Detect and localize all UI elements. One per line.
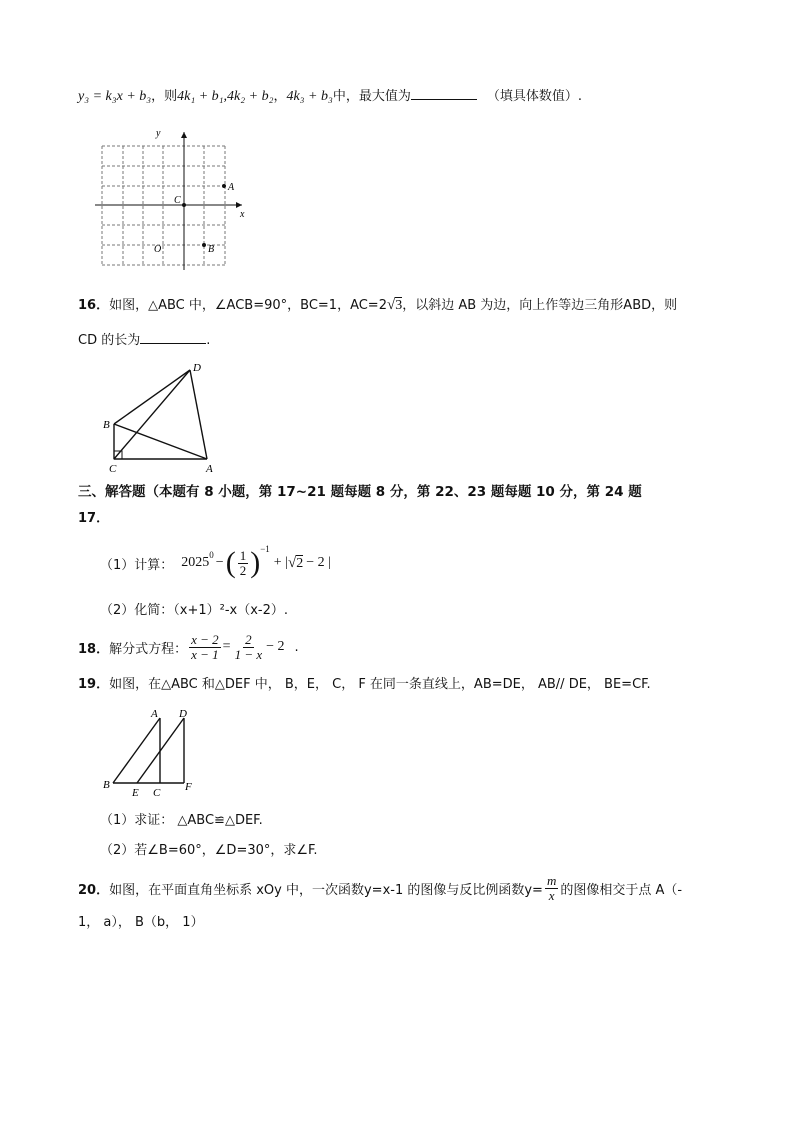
q20-number: 20． <box>78 882 110 898</box>
q15-line <box>78 86 582 108</box>
q18-rhs-tail: − 2 <box>266 639 285 654</box>
q16-line2 <box>78 330 210 352</box>
q17-frac-den: 2 <box>239 562 247 578</box>
q15-expr-list: 4k₁ + b₁,4k₂ + b₂ <box>177 89 274 104</box>
q17-tail: + | <box>273 555 288 570</box>
q18-eq: = <box>222 639 231 654</box>
q17-fraction <box>238 549 249 577</box>
q19-part2: （2）若∠B=60°，∠D=30°，求∠F. <box>100 843 318 858</box>
q19-figure <box>100 706 200 798</box>
section3-heading: 三、解答题（本题有 8 小题，第 17~21 题每题 8 分，第 22、23 题每题 10 分，第 24 题 <box>78 484 642 500</box>
q15-label-O: O <box>154 244 162 255</box>
q17-exp1: −1 <box>260 544 270 554</box>
q18-rhs-num: 2 <box>245 631 252 647</box>
q17-sqrt-value: 2 <box>296 555 304 571</box>
q16-segment-BA <box>114 424 207 459</box>
q15-label-C: C <box>174 195 181 206</box>
q16-line2-prefix: CD 的长为 <box>78 333 141 348</box>
q19-label-B: B <box>103 779 110 791</box>
q17-end: − 2 | <box>306 555 331 570</box>
q19-label-C: C <box>153 787 161 798</box>
q15-label-B: B <box>208 244 215 255</box>
q16-sqrt-value: 3 <box>395 298 403 313</box>
q20-text2: 的图像相交于点 A（- <box>560 882 683 898</box>
q15-label-A: A <box>228 182 235 193</box>
q15-suffix: （填具体数值）. <box>486 89 583 104</box>
q19-line <box>78 674 651 696</box>
q20-text1: 如图，在平面直角坐标系 xOy 中，一次函数y=x-1 的图像与反比例函数y= <box>109 882 543 898</box>
q20-frac-num: m <box>546 872 557 888</box>
q17-part2: （2）化简：（x+1）²-x（x-2）. <box>100 603 289 618</box>
q17-part1-label: （1）计算： <box>100 557 174 573</box>
q18-lhs-den: x − 1 <box>191 646 219 662</box>
q17-sqrt-icon: √ <box>287 554 297 571</box>
q16-segment-DA <box>190 370 207 459</box>
q15-label-y: y <box>156 128 161 139</box>
x-axis-arrow-icon <box>236 202 242 208</box>
q15-expr3: 4k₃ + b₃ <box>286 89 333 104</box>
q19-segment-BA <box>113 718 160 783</box>
q18-number: 18． <box>78 641 110 657</box>
q19-label-E: E <box>132 787 139 798</box>
q16-text1: 如图，△ABC 中，∠ACB=90°，BC=1，AC=2 <box>109 298 387 313</box>
q19-label-A: A <box>151 708 158 720</box>
q19-label-D: D <box>179 708 187 720</box>
q15-answer-blank <box>411 99 477 100</box>
q15-lead-math: y₃ = k₃x + b₃ <box>78 89 152 104</box>
q17-minus: − <box>215 555 224 570</box>
q19-text: 如图，在△ABC 和△DEF 中， B，E， C， F 在同一条直线上，AB=DE， AB// DE， BE=CF. <box>109 677 651 692</box>
q16-triangle-figure <box>100 358 226 474</box>
q18-line <box>78 627 299 667</box>
q19-label-F: F <box>185 781 192 793</box>
q20-fraction <box>545 874 558 902</box>
left-paren-icon: ( <box>225 546 236 579</box>
q20-frac-den: x <box>548 887 555 903</box>
q15-label-x: x <box>240 209 245 220</box>
q19-part1: （1）求证： △ABC≌△DEF. <box>100 813 263 828</box>
q17-number: 17． <box>78 511 110 526</box>
q19-number: 19． <box>78 677 110 692</box>
q16-text2: ，以斜边 AB 为边，向上作等边三角形ABD，则 <box>402 298 678 313</box>
q16-label-C: C <box>109 463 117 474</box>
q16-line1 <box>78 294 677 316</box>
q15-point-B <box>202 243 206 247</box>
q17-part1 <box>100 544 331 582</box>
q18-rhs-den: 1 − x <box>234 646 263 662</box>
q15-comma1: ，则 <box>151 89 178 104</box>
q17-base: 2025 <box>181 555 210 570</box>
q20-line2: 1， a）， B（b， 1） <box>78 915 204 930</box>
q16-segment-CD <box>114 370 190 459</box>
q18-label: 解分式方程： <box>109 641 188 657</box>
q17-frac-num: 1 <box>239 547 247 563</box>
y-axis-arrow-icon <box>181 132 187 138</box>
q18-end: . <box>294 639 299 655</box>
q17-exp0: 0 <box>209 550 214 560</box>
q16-answer-blank <box>140 343 206 344</box>
q16-segment-BD <box>114 370 190 424</box>
q16-number: 16． <box>78 298 110 313</box>
q16-label-D: D <box>193 362 201 374</box>
q16-line2-suffix: . <box>206 333 211 348</box>
q18-rhs-fraction <box>233 633 265 661</box>
right-paren-icon: ) <box>250 546 261 579</box>
q15-point-C <box>182 203 186 207</box>
q18-lhs-fraction <box>189 633 221 661</box>
q15-comma2: ， <box>273 89 287 104</box>
q16-label-A: A <box>206 463 213 474</box>
q15-point-A <box>222 184 226 188</box>
sqrt-icon: √ <box>386 297 396 313</box>
q18-lhs-num: x − 2 <box>191 631 219 647</box>
q20-line1 <box>78 870 682 906</box>
q15-grid-figure <box>92 124 252 270</box>
q16-label-B: B <box>103 419 110 431</box>
q15-middle: 中，最大值为 <box>332 89 411 104</box>
